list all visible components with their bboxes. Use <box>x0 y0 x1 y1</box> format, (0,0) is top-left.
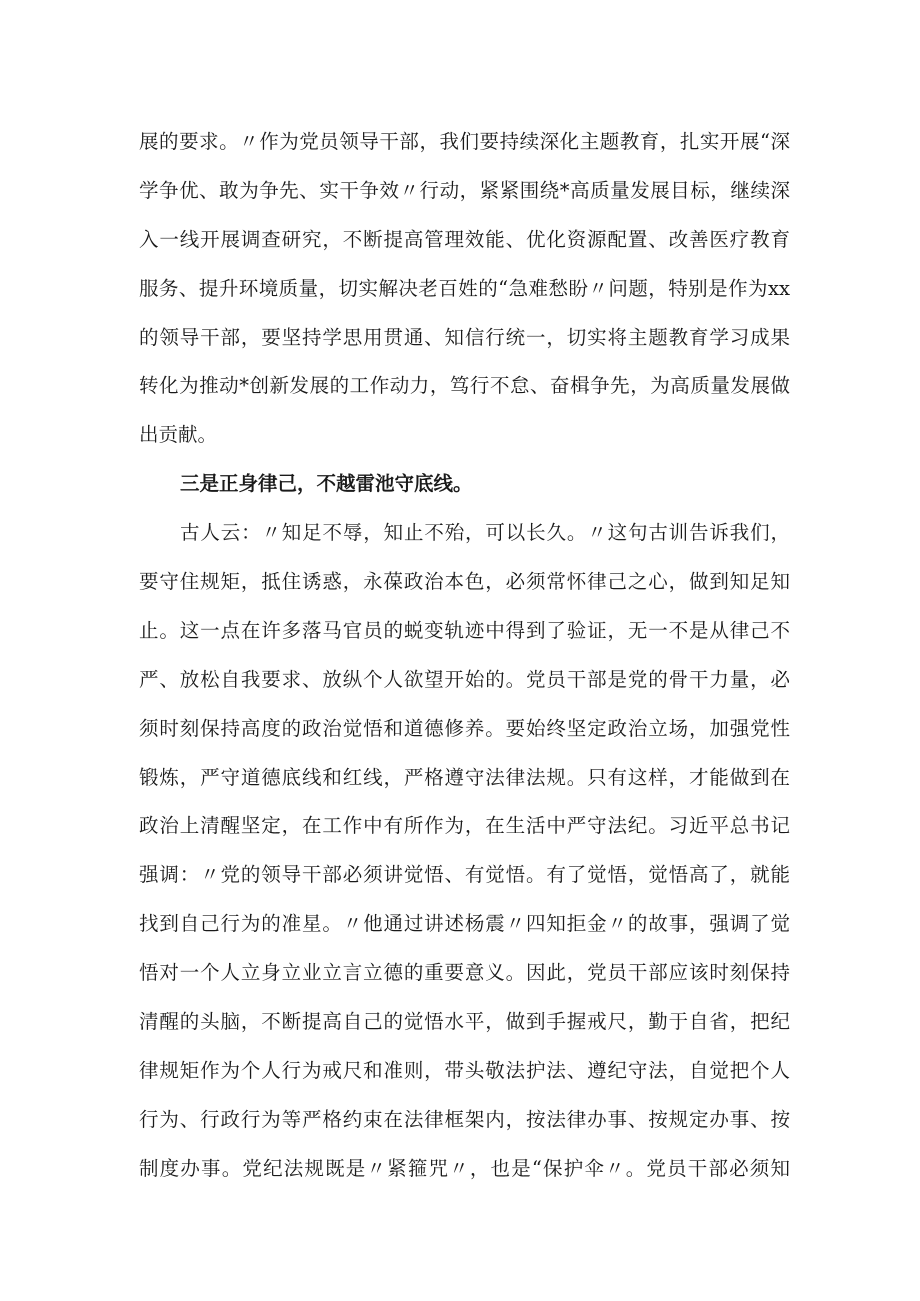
text-line: 行为、行政行为等严格约束在法律框架内，按法律办事、按规定办事、按 <box>139 1107 790 1131</box>
text-line: 找到自己行为的准星。〃他通过讲述杨震〃四知拒金〃的故事，强调了觉 <box>139 912 790 936</box>
text-line: 要守住规矩，抵住诱惑，永葆政治本色，必须常怀律己之心，做到知足知 <box>139 570 790 594</box>
text-line: 展的要求。〃作为党员领导干部，我们要持续深化主题教育，扎实开展“深 <box>139 130 790 153</box>
text-line: 出贡献。 <box>139 423 218 447</box>
text-line: 律规矩作为个人行为戒尺和准则，带头敬法护法、遵纪守法，自觉把个人 <box>139 1058 790 1082</box>
text-line: 强调：〃党的领导干部必须讲觉悟、有觉悟。有了觉悟，觉悟高了，就能 <box>139 863 790 887</box>
paragraph-body <box>139 509 790 1193</box>
text-line: 须时刻保持高度的政治觉悟和道德修养。要始终坚定政治立场，加强党性 <box>139 716 790 740</box>
text-line: 悟对一个人立身立业立言立德的重要意义。因此，党员干部应该时刻保持 <box>139 961 790 985</box>
text-line: 转化为推动*创新发展的工作动力，笃行不怠、奋楫争先，为高质量发展做 <box>139 374 790 398</box>
text-line: 制度办事。党纪法规既是〃紧箍咒〃，也是“保护伞〃。党员干部必须知 <box>139 1156 790 1180</box>
paragraph-continuation <box>139 118 790 460</box>
text-line: 入一线开展调查研究，不断提高管理效能、优化资源配置、改善医疗教育 <box>139 227 790 251</box>
text-line: 的领导干部，要坚持学思用贯通、知信行统一，切实将主题教育学习成果 <box>139 325 790 349</box>
text-line: 锻炼，严守道德底线和红线，严格遵守法律法规。只有这样，才能做到在 <box>139 765 790 789</box>
text-line: 学争优、敢为争先、实干争效〃行动，紧紧围绕*高质量发展目标，继续深 <box>139 178 790 202</box>
section-heading: 三是正身律己，不越雷池守底线。 <box>180 472 473 496</box>
text-line: 服务、提升环境质量，切实解决老百姓的“急难愁盼〃问题，特别是作为xx <box>139 276 790 300</box>
text-line: 止。这一点在许多落马官员的蜕变轨迹中得到了验证，无一不是从律己不 <box>139 618 790 642</box>
text-line: 严、放松自我要求、放纵个人欲望开始的。党员干部是党的骨干力量，必 <box>139 667 790 691</box>
document-page <box>139 118 790 1194</box>
text-line: 清醒的头脑，不断提高自己的觉悟水平，做到手握戒尺，勤于自省，把纪 <box>139 1010 790 1034</box>
text-line: 政治上清醒坚定，在工作中有所作为，在生活中严守法纪。习近平总书记 <box>139 814 790 838</box>
text-line: 古人云：〃知足不辱，知止不殆，可以长久。〃这句古训告诉我们， <box>180 521 790 545</box>
